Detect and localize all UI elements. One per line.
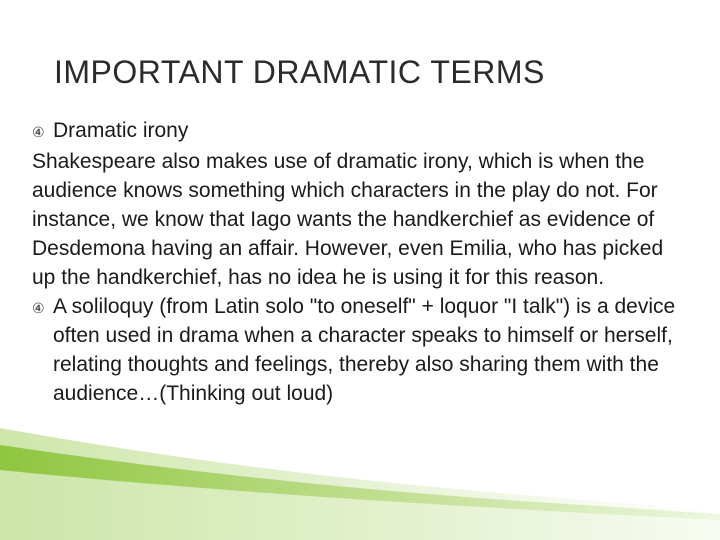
bullet-text: A soliloquy (from Latin solo "to oneself" + loquor "I talk") is a device often used in drama when a character speaks to himself or herself, relating thoughts and feelings, thereby also sharing them with the audience…(Thinking out loud): [53, 295, 676, 405]
bullet-item: [32, 116, 682, 147]
bullet-text: Dramatic irony: [53, 119, 189, 142]
body-paragraph: Shakespeare also makes use of dramatic irony, which is when the audience knows something which characters in the play do not. For instance, we know that Iago wants the handkerchief as evidence of Desdemona having an affair. However, even Emilia, who has picked up the handkerchief, has no idea he is using it for this reason.: [32, 150, 664, 289]
slide-body: [32, 116, 682, 408]
circled-four-bullet-icon: ④: [32, 300, 45, 316]
slide-title: IMPORTANT DRAMATIC TERMS: [54, 54, 545, 90]
bullet-item: [32, 292, 682, 408]
circled-four-bullet-icon: ④: [32, 124, 45, 140]
